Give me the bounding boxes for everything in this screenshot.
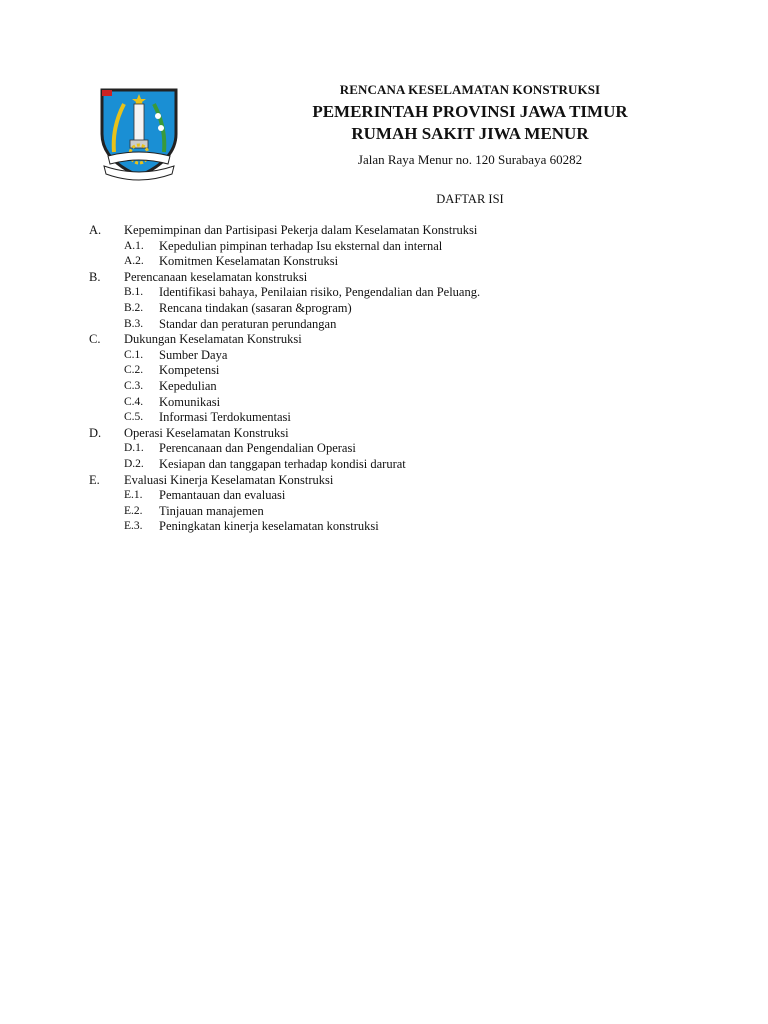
- item-title: Sumber Daya: [159, 347, 228, 362]
- toc-item-e1: [89, 488, 729, 504]
- item-number: E.3.: [124, 520, 143, 533]
- item-title: Perencanaan dan Pengendalian Operasi: [159, 441, 356, 456]
- item-title: Pemantauan dan evaluasi: [159, 488, 286, 503]
- item-number: C.1.: [124, 348, 144, 361]
- toc-item-d2: [89, 457, 729, 473]
- toc-item-a2: [89, 254, 729, 270]
- item-number: D.1.: [124, 442, 144, 455]
- document-title: RENCANA KESELAMATAN KONSTRUKSI: [339, 82, 601, 97]
- item-title: Tinjauan manajemen: [159, 503, 264, 518]
- table-of-contents: [89, 223, 729, 535]
- section-letter: C.: [89, 332, 101, 347]
- item-number: B.1.: [124, 286, 144, 299]
- toc-section-d: [89, 426, 729, 442]
- item-number: B.2.: [124, 301, 144, 314]
- toc-title: DAFTAR ISI: [436, 192, 504, 206]
- item-number: C.3.: [124, 379, 144, 392]
- hospital-name: RUMAH SAKIT JIWA MENUR: [351, 124, 589, 143]
- item-number: D.2.: [124, 457, 144, 470]
- address: Jalan Raya Menur no. 120 Surabaya 60282: [357, 152, 583, 167]
- toc-item-b1: [89, 285, 729, 301]
- section-letter: E.: [89, 472, 100, 487]
- section-title: Dukungan Keselamatan Konstruksi: [124, 332, 302, 347]
- toc-section-e: [89, 473, 729, 489]
- toc-item-e2: [89, 504, 729, 520]
- toc-section-a: [89, 223, 729, 239]
- item-title: Peningkatan kinerja keselamatan konstruksi: [159, 519, 379, 534]
- government-name: PEMERINTAH PROVINSI JAWA TIMUR: [312, 102, 628, 121]
- item-title: Kompetensi: [159, 363, 220, 378]
- toc-section-b: [89, 270, 729, 286]
- item-title: Standar dan peraturan perundangan: [159, 316, 337, 331]
- toc-item-e3: [89, 519, 729, 535]
- item-number: C.5.: [124, 411, 144, 424]
- item-number: E.2.: [124, 504, 143, 517]
- item-number: E.1.: [124, 489, 143, 502]
- section-title: Operasi Keselamatan Konstruksi: [124, 425, 289, 440]
- item-title: Komitmen Keselamatan Konstruksi: [159, 254, 339, 269]
- item-number: A.2.: [124, 255, 144, 268]
- toc-item-d1: [89, 441, 729, 457]
- toc-item-c1: [89, 348, 729, 364]
- item-number: B.3.: [124, 317, 144, 330]
- toc-section-c: [89, 332, 729, 348]
- item-title: Kesiapan dan tanggapan terhadap kondisi darurat: [159, 456, 406, 471]
- item-title: Komunikasi: [159, 394, 221, 409]
- toc-item-a1: [89, 239, 729, 255]
- item-title: Informasi Terdokumentasi: [159, 410, 291, 425]
- item-number: C.4.: [124, 395, 144, 408]
- item-number: A.1.: [124, 239, 144, 252]
- item-number: C.2.: [124, 364, 144, 377]
- toc-item-c2: [89, 363, 729, 379]
- section-letter: D.: [89, 425, 102, 440]
- section-title: Evaluasi Kinerja Keselamatan Konstruksi: [124, 472, 334, 487]
- toc-item-b2: [89, 301, 729, 317]
- item-title: Identifikasi bahaya, Penilaian risiko, Pengendalian dan Peluang.: [159, 285, 481, 300]
- item-title: Rencana tindakan (sasaran &program): [159, 300, 352, 315]
- section-title: Kepemimpinan dan Partisipasi Pekerja dalam Keselamatan Konstruksi: [124, 223, 478, 237]
- item-title: Kepedulian pimpinan terhadap Isu eksternal dan internal: [159, 238, 443, 253]
- toc-item-b3: [89, 317, 729, 333]
- toc-item-c5: [89, 410, 729, 426]
- section-title: Perencanaan keselamatan konstruksi: [124, 269, 308, 284]
- section-letter: A.: [89, 223, 102, 237]
- toc-item-c3: [89, 379, 729, 395]
- section-letter: B.: [89, 269, 101, 284]
- east-java-coat-of-arms-icon: [94, 82, 184, 182]
- item-title: Kepedulian: [159, 378, 217, 393]
- toc-item-c4: [89, 395, 729, 411]
